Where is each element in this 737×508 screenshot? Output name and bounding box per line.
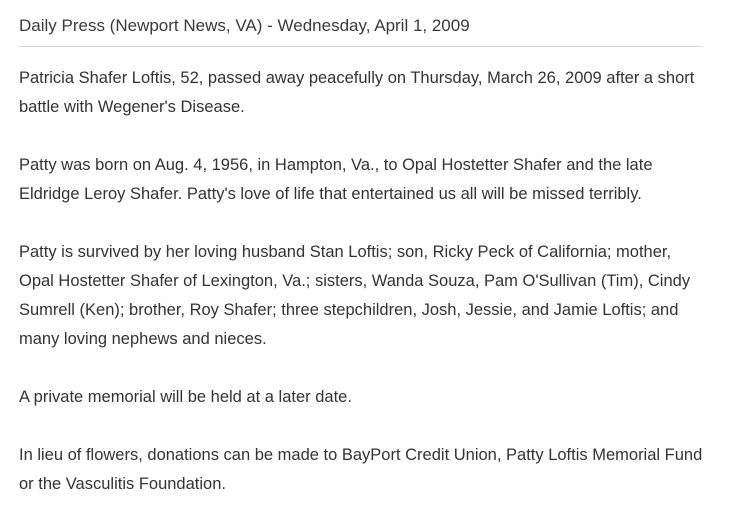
obituary-body bbox=[19, 64, 709, 499]
paragraph-donations: In lieu of flowers, donations can be made to BayPort Credit Union, Patty Loftis Memorial Fund or the Vasculitis Foundation. bbox=[19, 446, 703, 493]
paragraph-memorial: A private memorial will be held at a later date. bbox=[19, 388, 352, 406]
paragraph-birth: Patty was born on Aug. 4, 1956, in Hampton, Va., to Opal Hostetter Shafer and the late Eldridge Leroy Shafer. Patty's love of life that entertained us all will be missed terribly. bbox=[19, 156, 653, 203]
paragraph-passing: Patricia Shafer Loftis, 52, passed away peacefully on Thursday, March 26, 2009 after a short battle with Wegener's Disease. bbox=[19, 69, 695, 116]
source-header: Daily Press (Newport News, VA) - Wednesday, April 1, 2009 bbox=[19, 14, 703, 47]
paragraph-survivors: Patty is survived by her loving husband Stan Loftis; son, Ricky Peck of California; mother, Opal Hostetter Shafer of Lexington, Va.; sisters, Wanda Souza, Pam O'Sullivan (Tim), Cindy Sumrell (Ken); brother, Roy Shafer; three stepchildren, Josh, Jessie, and Jamie Loftis; and many loving nephews and nieces. bbox=[19, 243, 691, 348]
